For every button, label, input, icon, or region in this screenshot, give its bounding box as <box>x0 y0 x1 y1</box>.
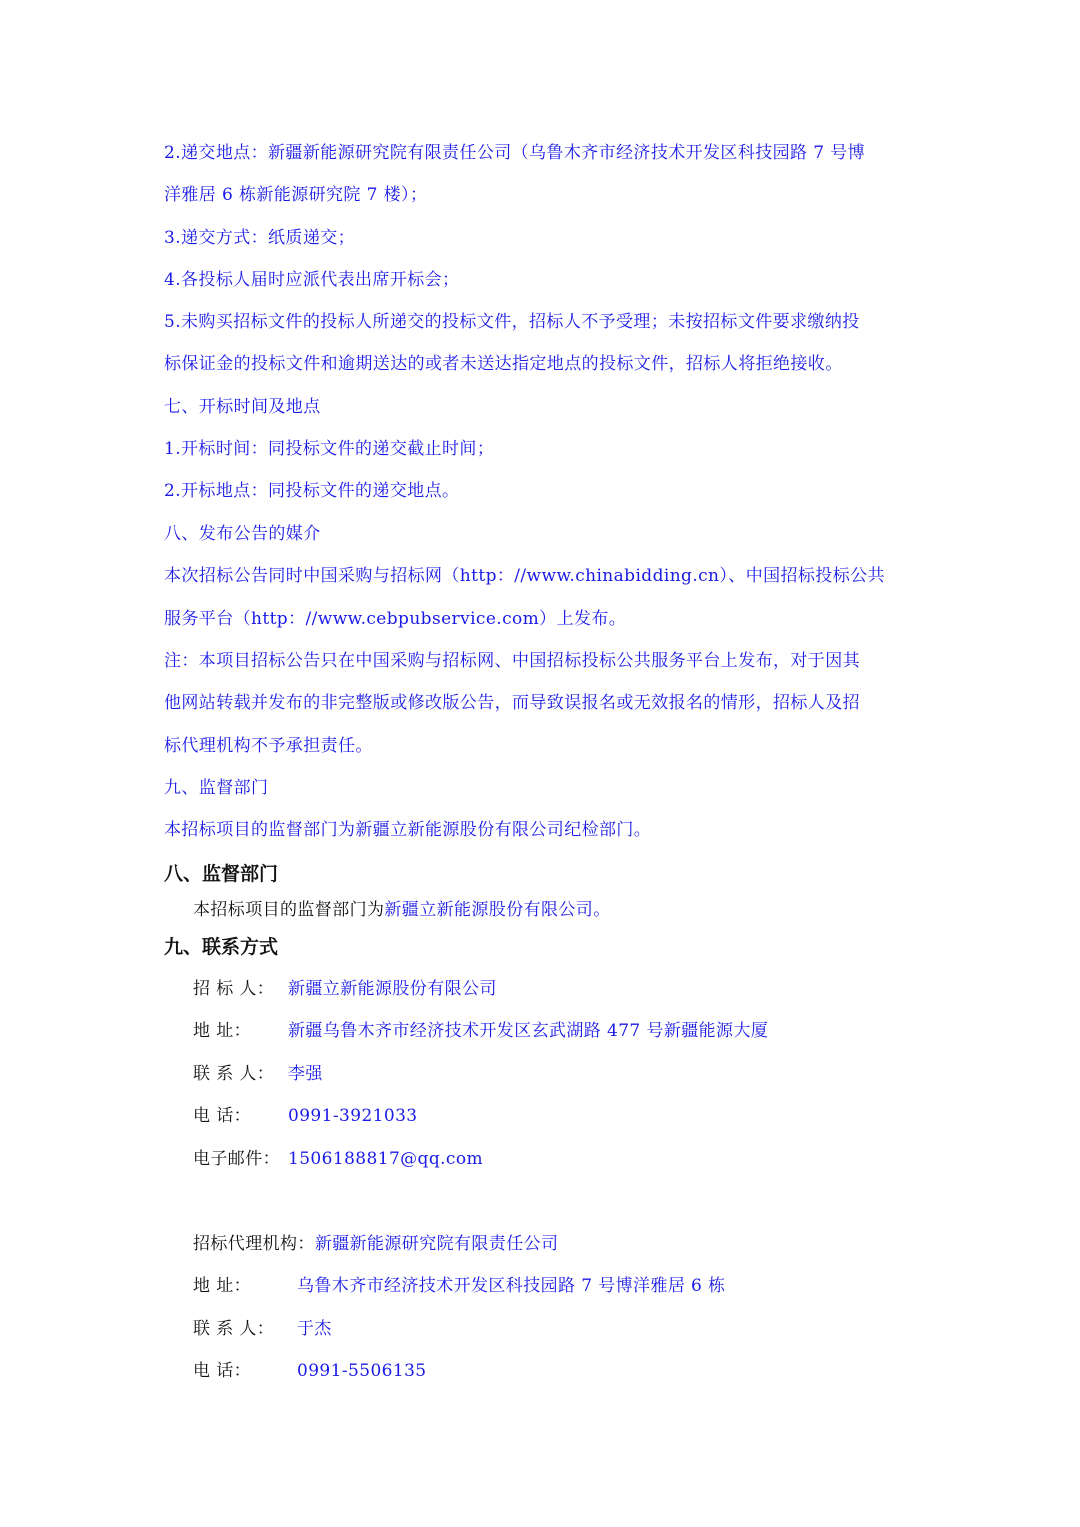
agency-label: 地 址： <box>193 1276 252 1296</box>
contact-label: 招 标 人： <box>193 979 275 999</box>
agency-label: 招标代理机构： <box>193 1234 315 1254</box>
agency-label: 联 系 人： <box>193 1319 275 1339</box>
agency-row <box>193 1317 332 1341</box>
section-text <box>193 898 611 922</box>
contact-value: 1506188817@qq.com <box>288 1149 484 1169</box>
contact-value: 新疆立新能源股份有限公司 <box>288 979 497 999</box>
contact-label: 电子邮件： <box>193 1149 280 1169</box>
section-text-prefix: 本招标项目的监督部门为 <box>193 900 385 920</box>
contact-row <box>193 977 497 1001</box>
contact-row <box>193 1147 483 1171</box>
section-heading: 九、联系方式 <box>164 936 279 958</box>
text-line: 3.递交方式：纸质递交； <box>164 228 356 248</box>
agency-row <box>193 1232 558 1256</box>
text-line: 他网站转载并发布的非完整版或修改版公告，而导致误报名或无效报名的情形，招标人及招 <box>164 693 860 713</box>
agency-row <box>193 1274 725 1298</box>
subheading: 九、监督部门 <box>164 778 269 798</box>
text-line: 标保证金的投标文件和逾期送达的或者未送达指定地点的投标文件，招标人将拒绝接收。 <box>164 354 843 374</box>
text-line: 4.各投标人届时应派代表出席开标会； <box>164 270 460 290</box>
contact-value: 0991-3921033 <box>288 1106 418 1126</box>
text-line: 洋雅居 6 栋新能源研究院 7 楼）； <box>164 185 428 205</box>
text-line: 本次招标公告同时中国采购与招标网（http：//www.chinabidding.cn）、中国招标投标公共 <box>164 566 885 586</box>
text-line: 本招标项目的监督部门为新疆立新能源股份有限公司纪检部门。 <box>164 820 652 840</box>
agency-label: 电 话： <box>193 1361 252 1381</box>
subheading: 八、发布公告的媒介 <box>164 524 321 544</box>
contact-value: 新疆乌鲁木齐市经济技术开发区玄武湖路 477 号新疆能源大厦 <box>288 1021 769 1041</box>
text-line: 服务平台（http：//www.cebpubservice.com）上发布。 <box>164 609 627 629</box>
agency-row <box>193 1359 427 1383</box>
text-line: 标代理机构不予承担责任。 <box>164 736 373 756</box>
section-text-value: 新疆立新能源股份有限公司。 <box>384 900 611 920</box>
section-heading: 八、监督部门 <box>164 863 279 885</box>
contact-value: 李强 <box>288 1064 323 1084</box>
contact-row <box>193 1104 418 1128</box>
contact-label: 地 址： <box>193 1021 252 1041</box>
agency-value: 0991-5506135 <box>297 1361 427 1381</box>
text-line: 2.递交地点：新疆新能源研究院有限责任公司（乌鲁木齐市经济技术开发区科技园路 7 号博 <box>164 143 866 163</box>
text-line: 1.开标时间：同投标文件的递交截止时间； <box>164 439 495 459</box>
contact-label: 电 话： <box>193 1106 252 1126</box>
contact-label: 联 系 人： <box>193 1064 275 1084</box>
agency-value: 乌鲁木齐市经济技术开发区科技园路 7 号博洋雅居 6 栋 <box>297 1276 726 1296</box>
text-line: 5.未购买招标文件的投标人所递交的投标文件，招标人不予受理；未按招标文件要求缴纳投 <box>164 312 860 332</box>
contact-row <box>193 1062 323 1086</box>
subheading: 七、开标时间及地点 <box>164 397 321 417</box>
contact-row <box>193 1019 768 1043</box>
agency-value: 新疆新能源研究院有限责任公司 <box>314 1234 559 1254</box>
agency-value: 于杰 <box>297 1319 332 1339</box>
text-line: 2.开标地点：同投标文件的递交地点。 <box>164 481 460 501</box>
text-line: 注：本项目招标公告只在中国采购与招标网、中国招标投标公共服务平台上发布，对于因其 <box>164 651 860 671</box>
